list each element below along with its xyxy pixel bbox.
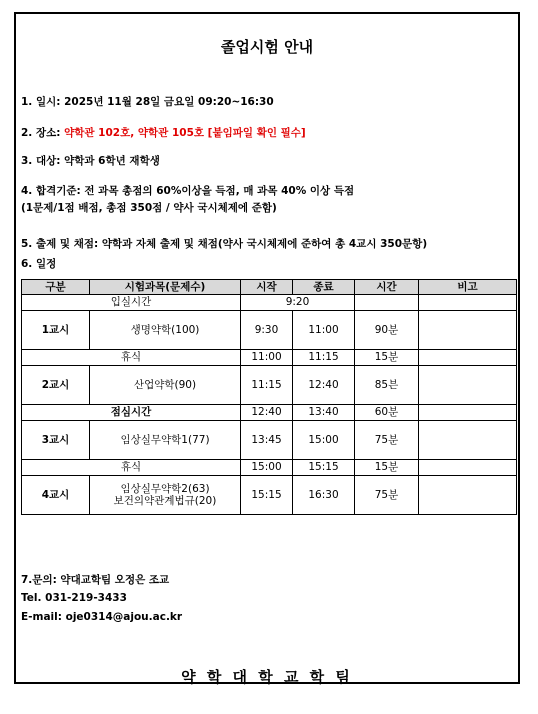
exam-target: 3. 대상: 약학과 6학년 재학생 (21, 155, 160, 167)
page-title: 졸업시험 안내 (220, 38, 314, 56)
schedule-label: 6. 일정 (21, 258, 57, 270)
table-header-row (22, 280, 517, 295)
header-category: 구분 (22, 280, 90, 295)
period4-subject-1: 임상실무약학2(63) (120, 482, 210, 495)
break2-duration: 15분 (355, 460, 419, 476)
place-value: 약학관 102호, 약학관 105호 [붙임파일 확인 필수] (64, 127, 306, 139)
lunch-remarks (419, 405, 517, 421)
period4-subject-2: 보건의약관계법규(20) (113, 495, 217, 507)
break1-end: 11:15 (293, 350, 355, 366)
table-row-entry (22, 295, 517, 311)
period2-remarks (419, 366, 517, 405)
period4-end: 16:30 (293, 476, 355, 515)
period3-end: 15:00 (293, 421, 355, 460)
period1-remarks (419, 311, 517, 350)
table-row-period1 (22, 311, 517, 350)
lunch-label: 점심시간 (22, 405, 241, 421)
break1-start: 11:00 (241, 350, 293, 366)
period3-remarks (419, 421, 517, 460)
table-row-break2 (22, 460, 517, 476)
header-subject: 시험과목(문제수) (90, 280, 241, 295)
table-row-break1 (22, 350, 517, 366)
period4-label: 4교시 (22, 476, 90, 515)
period1-start: 9:30 (241, 311, 293, 350)
exam-date: 1. 일시: 2025년 11월 28일 금요일 09:20~16:30 (21, 96, 274, 108)
period4-start: 15:15 (241, 476, 293, 515)
break1-duration: 15분 (355, 350, 419, 366)
entry-time: 9:20 (241, 295, 355, 311)
period2-label: 2교시 (22, 366, 90, 405)
entry-duration (355, 295, 419, 311)
period2-end: 12:40 (293, 366, 355, 405)
lunch-end: 13:40 (293, 405, 355, 421)
period1-subject: 생명약학(100) (90, 311, 241, 350)
period2-subject: 산업약학(90) (90, 366, 241, 405)
period4-duration: 75분 (355, 476, 419, 515)
break2-label: 휴식 (22, 460, 241, 476)
period3-subject: 임상실무약학1(77) (90, 421, 241, 460)
lunch-duration: 60분 (355, 405, 419, 421)
table-row-period2 (22, 366, 517, 405)
period3-label: 3교시 (22, 421, 90, 460)
break1-remarks (419, 350, 517, 366)
office-name: 약 학 대 학 교 학 팀 (181, 668, 353, 686)
grading-info: 5. 출제 및 채점: 약학과 자체 출제 및 채점(약사 국시체제에 준하여 총 4교시 350문항) (21, 238, 428, 250)
header-duration: 시간 (355, 280, 419, 295)
break2-remarks (419, 460, 517, 476)
exam-place (21, 125, 306, 140)
period4-remarks (419, 476, 517, 515)
pass-criteria-line2: (1문제/1점 배점, 총점 350점 / 약사 국시체제에 준함) (21, 202, 277, 214)
header-end: 종료 (293, 280, 355, 295)
break1-label: 휴식 (22, 350, 241, 366)
contact-email: E-mail: oje0314@ajou.ac.kr (21, 611, 183, 623)
period1-label: 1교시 (22, 311, 90, 350)
period2-start: 11:15 (241, 366, 293, 405)
lunch-start: 12:40 (241, 405, 293, 421)
break2-start: 15:00 (241, 460, 293, 476)
contact-inquiry: 7.문의: 약대교학팀 오정은 조교 (21, 574, 170, 586)
break2-end: 15:15 (293, 460, 355, 476)
period2-duration: 85븐 (355, 366, 419, 405)
table-row-period4 (22, 476, 517, 515)
period3-duration: 75분 (355, 421, 419, 460)
notice-frame (14, 12, 520, 684)
place-label: 2. 장소: (21, 127, 65, 139)
schedule-table (21, 279, 517, 515)
header-start: 시작 (241, 280, 293, 295)
period1-duration: 90분 (355, 311, 419, 350)
contact-tel: Tel. 031-219-3433 (21, 592, 127, 604)
table-row-lunch (22, 405, 517, 421)
header-remarks: 비고 (419, 280, 517, 295)
entry-remarks (419, 295, 517, 311)
entry-label: 입실시간 (22, 295, 241, 311)
table-row-period3 (22, 421, 517, 460)
period3-start: 13:45 (241, 421, 293, 460)
period4-subjects (90, 476, 241, 515)
pass-criteria-line1: 4. 합격기준: 전 과목 총점의 60%이상을 득점, 매 과목 40% 이상 득점 (21, 185, 355, 197)
period1-end: 11:00 (293, 311, 355, 350)
